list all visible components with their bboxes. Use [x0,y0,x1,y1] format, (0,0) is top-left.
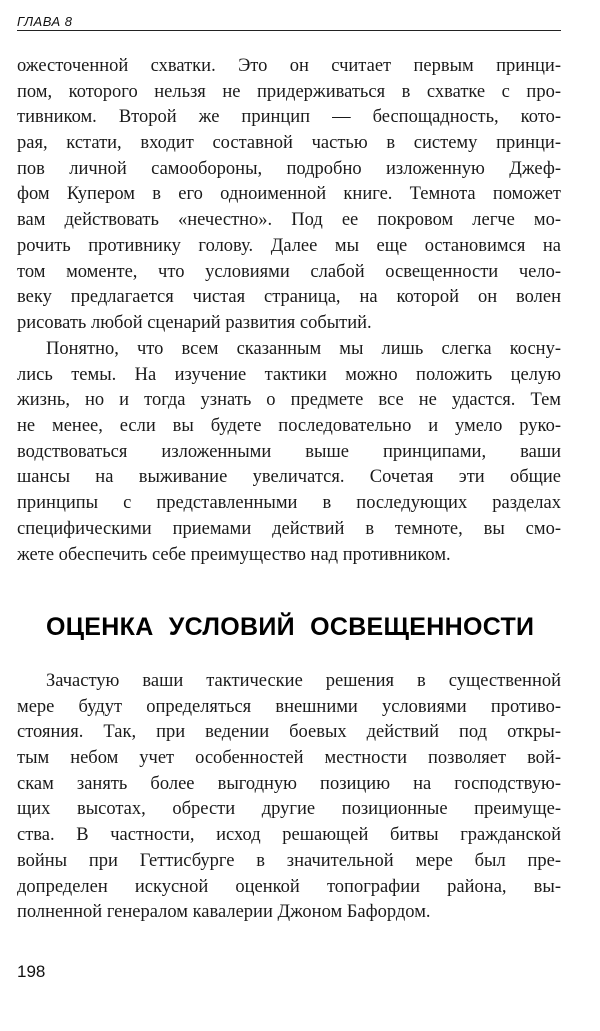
text-line: ства. В частности, исход решающей битвы гражданской [17,825,561,846]
paragraph-3 [17,669,561,926]
paragraph-2 [17,337,561,568]
text-line: шансы на выживание увеличатся. Сочетая эти общие [17,467,561,488]
text-line: жизнь, но и тогда узнать о предмете все не удастся. Тем [17,390,561,411]
text-line: принципы с представленными в последующих разделах [17,493,561,514]
text-line: Понятно, что всем сказанным мы лишь слегка косну- [46,339,561,359]
text-line: войны при Геттисбурге в значительной мере был пре- [17,850,561,871]
text-line: том моменте, что условиями слабой освещенности чело- [17,261,561,282]
text-line: не менее, если вы будете последовательно и умело руко- [17,416,561,437]
text-line: тым небом учет особенностей местности позволяет вой- [17,748,561,769]
text-line: Зачастую ваши тактические решения в существенной [46,671,561,691]
text-line: мере будут определяться внешними условиями противо- [17,696,561,717]
text-line: специфическими приемами действий в темноте, вы смо- [17,518,561,539]
text-line: ожесточенной схватки. Это он считает первым принци- [17,56,561,76]
text-line: рисовать любой сценарий развития событий. [17,312,372,333]
text-line: полненной генералом кавалерии Джоном Бафордом. [17,902,431,923]
text-line: вам действовать «нечестно». Под ее покровом легче мо- [17,210,561,231]
text-line: жете обеспечить себе преимущество над противником. [17,544,451,565]
text-line: рая, кстати, входит составной частью в систему принци- [17,133,561,154]
text-line: водствоваться изложенными выше принципами, ваши [17,441,561,462]
text-line: лись темы. На изучение тактики можно положить целую [17,364,561,385]
text-line: фом Купером в его одноименной книге. Темнота поможет [17,184,561,205]
text-line: пов личной самообороны, подробно изложенную Джеф- [17,158,561,179]
header-rule [17,30,561,31]
text-line: веку предлагается чистая страница, на которой он волен [17,287,561,308]
page-number: 198 [17,962,46,981]
section-heading: ОЦЕНКА УСЛОВИЙ ОСВЕЩЕННОСТИ [46,613,535,641]
running-head: ГЛАВА 8 [17,14,73,29]
text-line: щих высотах, обрести другие позиционные преимуще- [17,799,561,820]
text-line: пом, которого нельзя не придерживаться в схватке с про- [17,81,561,102]
text-line: допределен искусной оценкой топографии района, вы- [17,876,561,897]
text-line: стояния. Так, при ведении боевых действий под откры- [17,722,561,743]
paragraph-1 [17,54,561,337]
text-line: скам занять более выгодную позицию на господствую- [17,773,561,794]
text-line: тивником. Второй же принцип — беспощадность, кото- [17,107,561,128]
text-line: рочить противнику голову. Далее мы еще остановимся на [17,235,561,256]
